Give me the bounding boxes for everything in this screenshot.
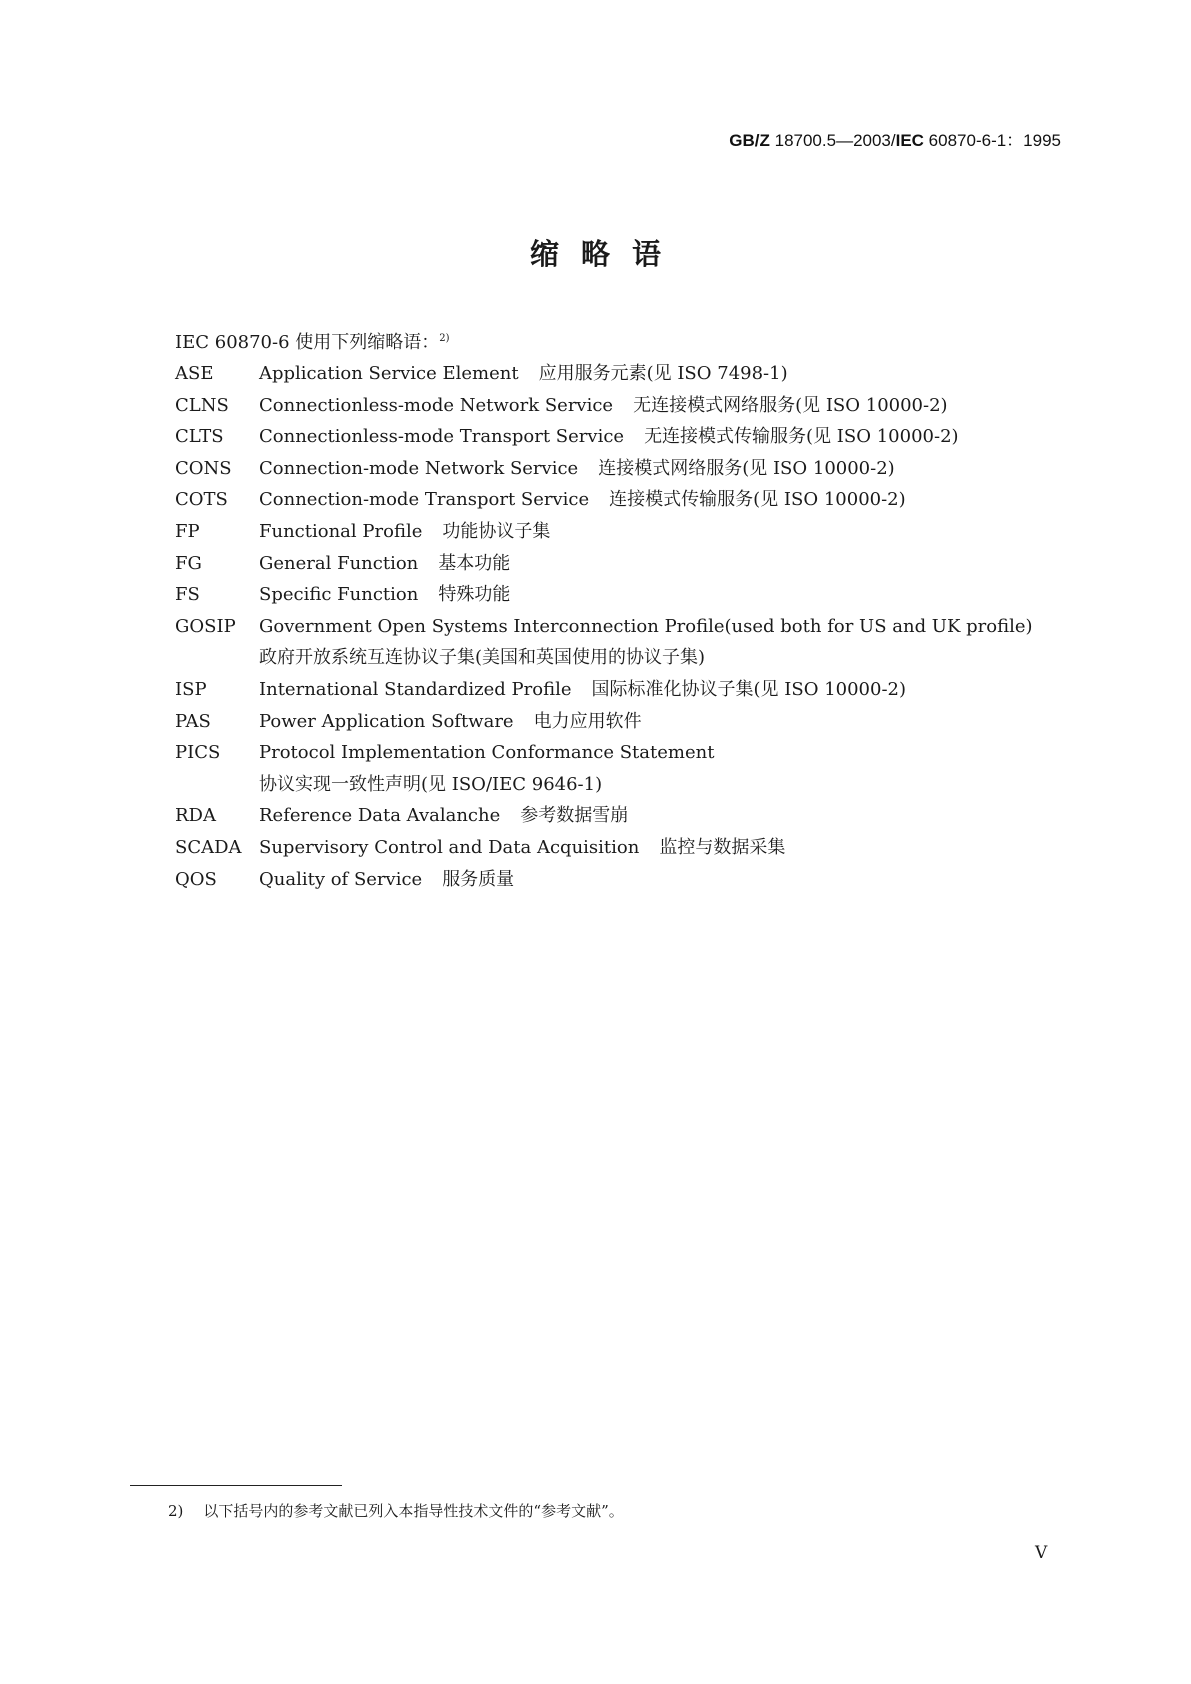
definition-en: General Function	[259, 552, 419, 574]
abbreviation-row	[175, 611, 1075, 674]
abbreviation-definition	[259, 358, 1075, 390]
definition-zh: 电力应用软件	[533, 710, 642, 732]
abbreviation-definition	[259, 737, 1075, 800]
definition-zh: 无连接模式网络服务(见 ISO 10000-2)	[633, 394, 948, 416]
abbreviation-row	[175, 358, 1075, 390]
page-title: 缩略语	[529, 237, 683, 271]
definition-zh: 特殊功能	[438, 584, 511, 606]
abbreviation-row	[175, 579, 1075, 611]
abbreviation-code: QOS	[175, 868, 217, 890]
abbreviation-row	[175, 390, 1075, 422]
definition-en: Power Application Software	[259, 710, 514, 732]
definition-zh: 连接模式传输服务(见 ISO 10000-2)	[609, 489, 906, 511]
definition-en: Supervisory Control and Data Acquisition	[259, 836, 640, 858]
footnote-divider	[130, 1485, 342, 1486]
abbreviation-code: GOSIP	[175, 615, 236, 637]
abbreviation-definition	[259, 706, 1075, 738]
abbreviation-definition	[259, 864, 1075, 896]
abbreviation-row	[175, 737, 1075, 800]
abbreviation-definition	[259, 674, 1075, 706]
definition-en: Quality of Service	[259, 868, 423, 890]
abbreviation-row	[175, 674, 1075, 706]
definition-zh: 协议实现一致性声明(见 ISO/IEC 9646-1)	[259, 773, 603, 795]
abbreviation-code: SCADA	[175, 836, 242, 858]
abbreviation-code: ISP	[175, 678, 207, 700]
definition-zh: 连接模式网络服务(见 ISO 10000-2)	[598, 457, 895, 479]
abbreviation-row	[175, 864, 1075, 896]
abbreviation-code: COTS	[175, 489, 228, 511]
abbreviation-definition	[259, 421, 1075, 453]
abbreviation-code: PICS	[175, 742, 221, 764]
abbreviation-row	[175, 484, 1075, 516]
abbreviation-definition	[259, 832, 1075, 864]
definition-en: Application Service Element	[259, 363, 519, 384]
definition-en: Protocol Implementation Conformance Statement	[259, 742, 715, 764]
abbreviation-code: PAS	[175, 710, 211, 732]
definition-zh: 监控与数据采集	[659, 836, 786, 858]
abbreviation-row	[175, 548, 1075, 580]
abbreviation-definition	[259, 390, 1075, 422]
definition-en: Specific Function	[259, 584, 419, 606]
abbreviation-definition	[259, 548, 1075, 580]
abbreviation-code: FS	[175, 584, 200, 606]
definition-en: Reference Data Avalanche	[259, 805, 501, 827]
definition-zh: 基本功能	[438, 552, 511, 574]
definition-en: Connectionless-mode Transport Service	[259, 426, 625, 448]
abbreviation-row	[175, 421, 1075, 453]
abbreviation-list	[175, 358, 1075, 895]
abbreviation-row	[175, 800, 1075, 832]
abbreviation-row	[175, 453, 1075, 485]
abbreviation-code: CLTS	[175, 426, 224, 448]
definition-zh: 功能协议子集	[442, 520, 551, 542]
abbreviation-row	[175, 832, 1075, 864]
abbreviation-definition	[259, 484, 1075, 516]
definition-en: Connection-mode Transport Service	[259, 489, 590, 511]
definition-zh: 无连接模式传输服务(见 ISO 10000-2)	[644, 426, 959, 448]
definition-zh: 参考数据雪崩	[520, 805, 629, 827]
abbreviation-row	[175, 516, 1075, 548]
definition-zh: 服务质量	[442, 868, 515, 890]
abbreviation-definition	[259, 800, 1075, 832]
definition-en: International Standardized Profile	[259, 678, 572, 700]
definition-zh: 政府开放系统互连协议子集(美国和英国使用的协议子集)	[259, 647, 706, 669]
abbreviation-row	[175, 706, 1075, 738]
definition-zh: 应用服务元素(见 ISO 7498-1)	[538, 363, 788, 384]
standard-number: 18700.5—2003/	[769, 131, 896, 150]
footnote-number: 2)	[168, 1502, 184, 1520]
document-header	[729, 126, 1061, 151]
footnote-text: 以下括号内的参考文献已列入本指导性技术文件的“参考文献”。	[203, 1502, 624, 1520]
abbreviation-definition	[259, 516, 1075, 548]
abbreviation-definition	[259, 453, 1075, 485]
abbreviation-code: FG	[175, 552, 202, 574]
definition-zh: 国际标准化协议子集(见 ISO 10000-2)	[591, 678, 907, 700]
definition-en: Connection-mode Network Service	[259, 457, 579, 479]
abbreviation-code: RDA	[175, 805, 216, 827]
iec-number: 60870-6-1：1995	[923, 131, 1061, 150]
page-number: V	[1035, 1543, 1048, 1563]
abbreviation-code: ASE	[175, 363, 214, 384]
definition-en: Connectionless-mode Network Service	[259, 394, 614, 416]
intro-text: IEC 60870-6 使用下列缩略语：	[175, 332, 440, 353]
footnote	[168, 1500, 624, 1521]
abbreviation-code: FP	[175, 520, 200, 542]
abbreviation-code: CONS	[175, 457, 232, 479]
abbreviation-definition	[259, 579, 1075, 611]
definition-en: Government Open Systems Interconnection Profile(used both for US and UK profile)	[259, 615, 1033, 637]
iec-code: IEC	[895, 131, 924, 150]
standard-code: GB/Z	[729, 131, 770, 150]
abbreviation-code: CLNS	[175, 394, 229, 416]
abbreviation-definition	[259, 611, 1075, 674]
footnote-ref[interactable]: 2)	[439, 333, 450, 344]
definition-en: Functional Profile	[259, 520, 423, 542]
intro-line	[175, 328, 450, 354]
